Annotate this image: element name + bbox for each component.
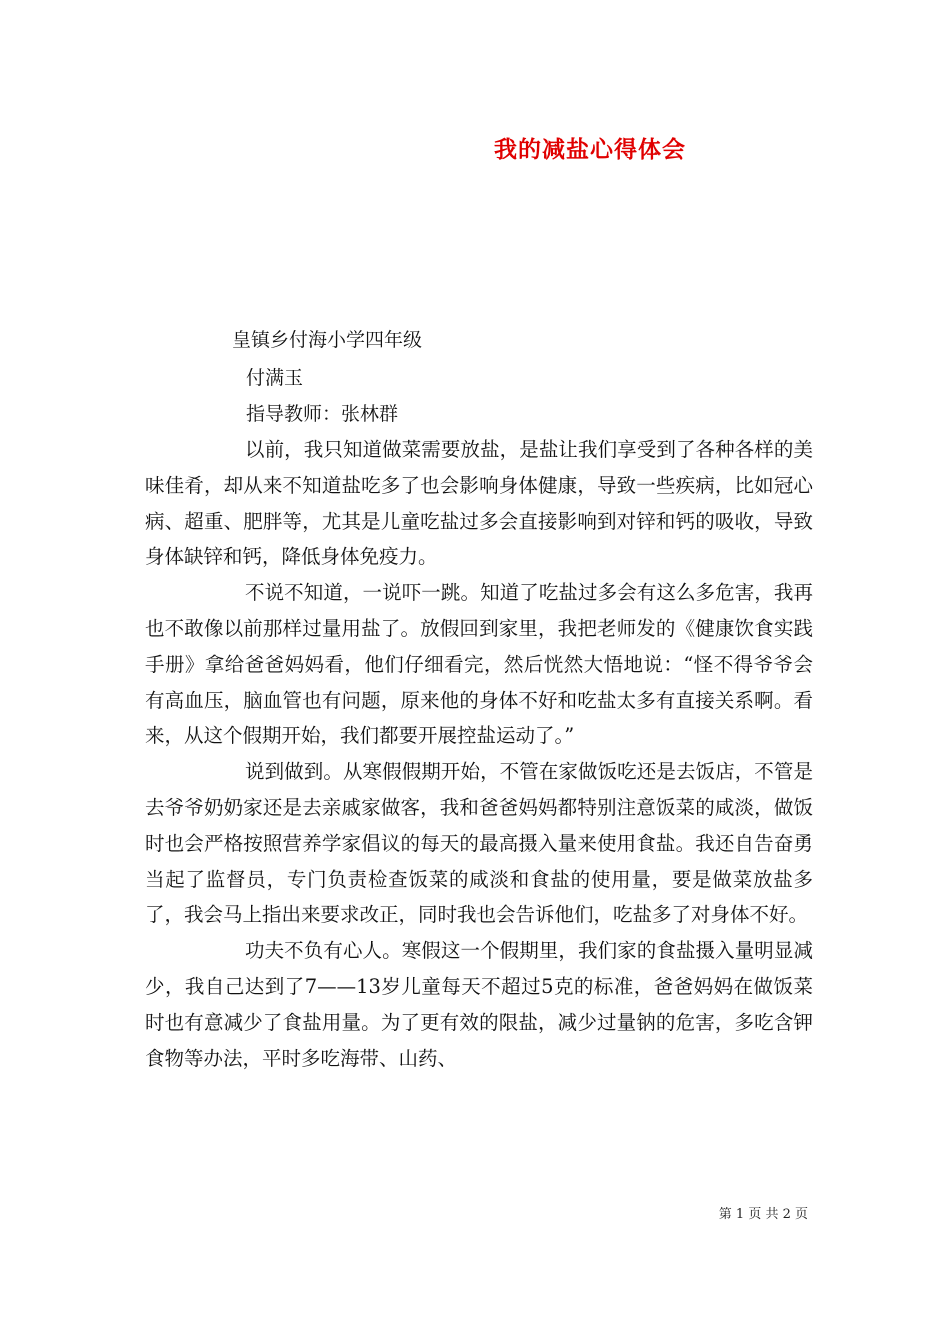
paragraph: 以前，我只知道做菜需要放盐，是盐让我们享受到了各种各样的美味佳肴，却从来不知道盐吃多了也会影响身体健康，导致一些疾病，比如冠心病、超重、肥胖等，尤其是儿童吃盐过多会直接影响到对锌和钙的吸收，导致身体缺锌和钙，降低身体免疫力。: [145, 438, 813, 569]
author-line: 付满玉: [246, 367, 304, 389]
paragraph: 功夫不负有心人。寒假这一个假期里，我们家的食盐摄入量明显减少，我自己达到了7——13岁儿童每天不超过5克的标准，爸爸妈妈在做饭菜时也有意减少了食盐用量。为了更有效的限盐，减少过量钠的危害，多吃含钾食物等办法，平时多吃海带、山药、: [145, 939, 813, 1070]
page-number: 第 1 页 共 2 页: [718, 1207, 808, 1222]
school-line: 皇镇乡付海小学四年级: [232, 329, 423, 351]
document-body: [145, 432, 813, 1076]
paragraph: 不说不知道，一说吓一跳。知道了吃盐过多会有这么多危害，我再也不敢像以前那样过量用盐了。放假回到家里，我把老师发的《健康饮食实践手册》拿给爸爸妈妈看，他们仔细看完，然后恍然大悟地说：“怪不得爷爷会有高血压，脑血管也有问题，原来他的身体不好和吃盐太多有直接关系啊。看来，从这个假期开始，我们都要开展控盐运动了。”: [145, 581, 813, 748]
teacher-line: 指导教师：张林群: [246, 403, 399, 425]
document-title: 我的减盐心得体会: [494, 136, 686, 163]
paragraph: 说到做到。从寒假假期开始，不管在家做饭吃还是去饭店，不管是去爷爷奶奶家还是去亲戚家做客，我和爸爸妈妈都特别注意饭菜的咸淡，做饭时也会严格按照营养学家倡议的每天的最高摄入量来使用食盐。我还自告奋勇当起了监督员，专门负责检查饭菜的咸淡和食盐的使用量，要是做菜放盐多了，我会马上指出来要求改正，同时我也会告诉他们，吃盐多了对身体不好。: [145, 760, 813, 927]
